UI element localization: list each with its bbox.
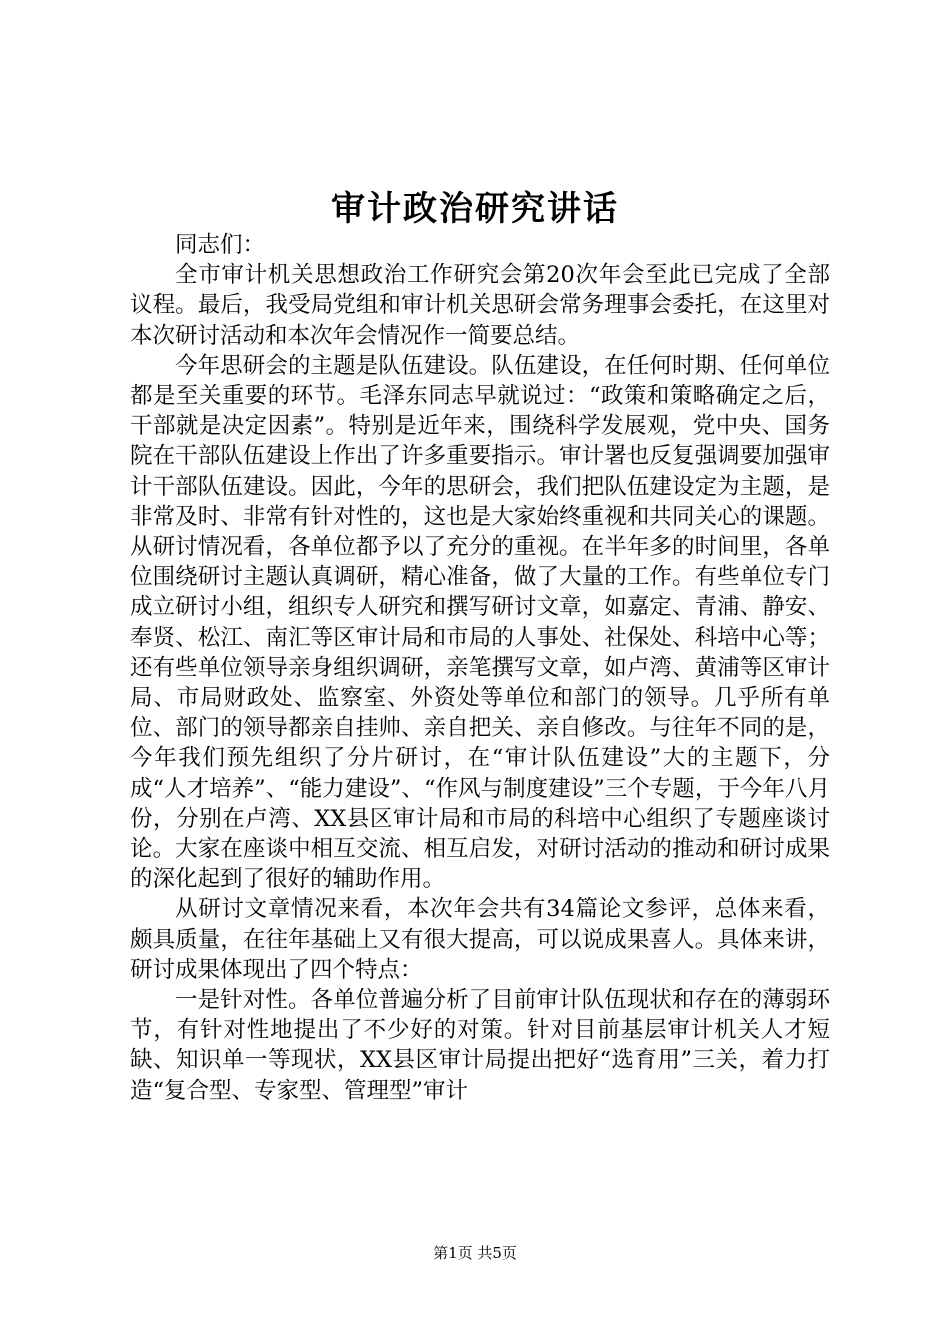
- page-number-footer: 第1页 共5页: [433, 1244, 517, 1262]
- paragraph: 从研讨文章情况来看，本次年会共有34篇论文参评，总体来看，颇具质量，在往年基础上又有很大提高，可以说成果喜人。具体来讲，研讨成果体现出了四个特点：: [130, 896, 830, 983]
- paragraph: 一是针对性。各单位普遍分析了目前审计队伍现状和存在的薄弱环节，有针对性地提出了不少好的对策。针对目前基层审计机关人才短缺、知识单一等现状，XX县区审计局提出把好“选育用”三关，着力打造“复合型、专家型、管理型”审计: [130, 987, 830, 1104]
- document-body: [130, 230, 830, 1106]
- document-title: 审计政治研究讲话: [331, 189, 619, 229]
- paragraph: 今年思研会的主题是队伍建设。队伍建设，在任何时期、任何单位都是至关重要的环节。毛泽东同志早就说过：“政策和策略确定之后，干部就是决定因素”。特别是近年来，围绕科学发展观，党中央、国务院在干部队伍建设上作出了许多重要指示。审计署也反复强调要加强审计干部队伍建设。因此，今年的思研会，我们把队伍建设定为主题，是非常及时、非常有针对性的，这也是大家始终重视和共同关心的课题。从研讨情况看，各单位都予以了充分的重视。在半年多的时间里，各单位围绕研讨主题认真调研，精心准备，做了大量的工作。有些单位专门成立研讨小组，组织专人研究和撰写研讨文章，如嘉定、青浦、静安、奉贤、松江、南汇等区审计局和市局的人事处、社保处、科培中心等；还有些单位领导亲身组织调研，亲笔撰写文章，如卢湾、黄浦等区审计局、市局财政处、监察室、外资处等单位和部门的领导。几乎所有单位、部门的领导都亲自挂帅、亲自把关、亲自修改。与往年不同的是，今年我们预先组织了分片研讨，在“审计队伍建设”大的主题下，分成“人才培养”、“能力建设”、“作风与制度建设”三个专题，于今年八月份，分别在卢湾、XX县区审计局和市局的科培中心组织了专题座谈讨论。大家在座谈中相互交流、相互启发，对研讨活动的推动和研讨成果的深化起到了很好的辅助作用。: [130, 352, 830, 893]
- paragraph-salutation: 同志们：: [175, 232, 266, 258]
- paragraph: 全市审计机关思想政治工作研究会第20次年会至此已完成了全部议程。最后，我受局党组和审计机关思研会常务理事会委托，在这里对本次研讨活动和本次年会情况作一简要总结。: [130, 262, 830, 349]
